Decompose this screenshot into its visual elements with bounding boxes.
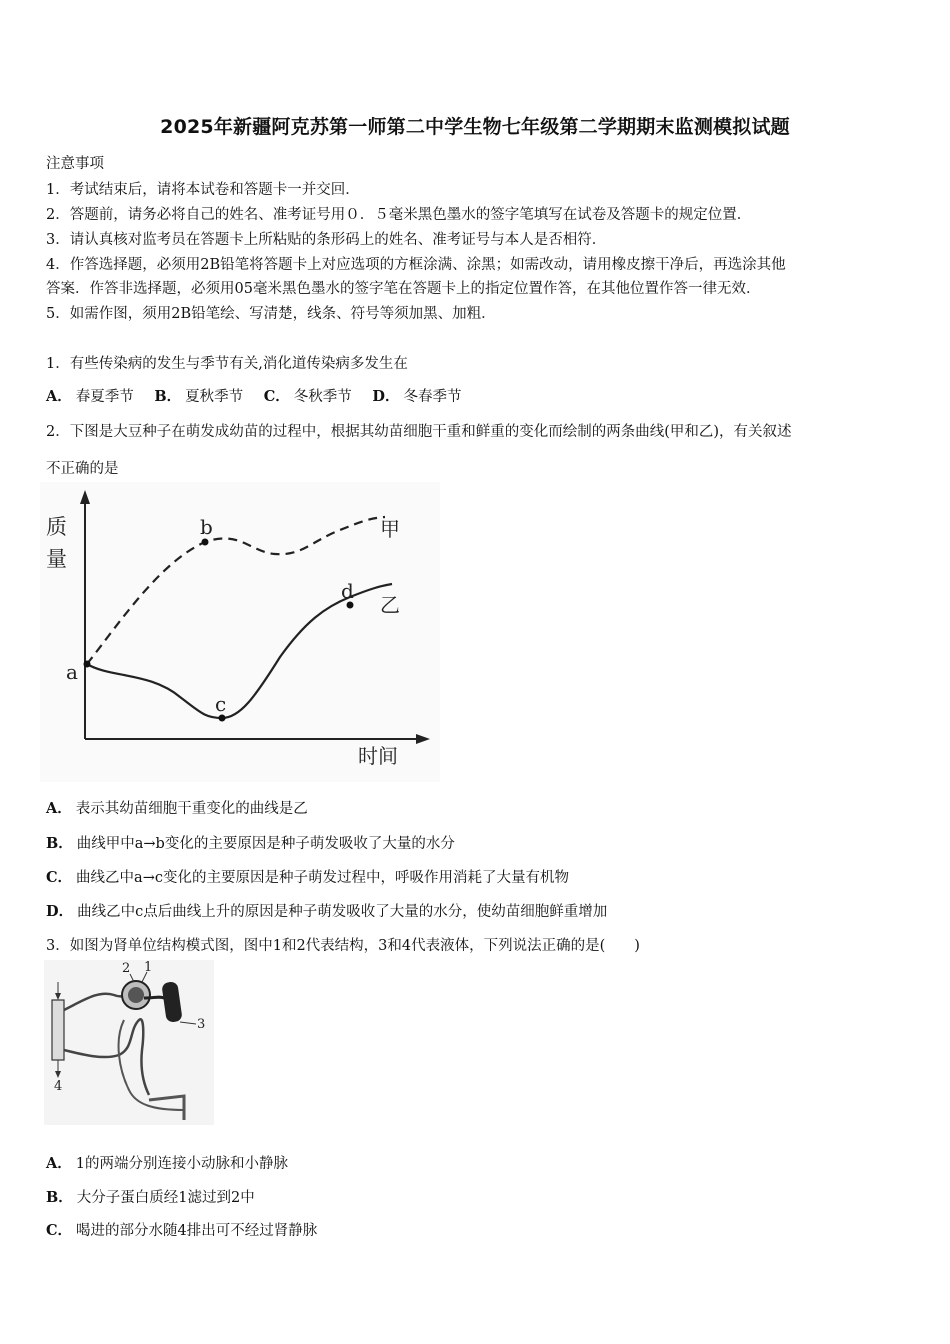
point-d-label: d [341, 579, 354, 603]
question-2-stem-cont: 不正确的是 [46, 461, 119, 477]
question-1-stem: 1．有些传染病的发生与季节有关,消化道传染病多发生在 [46, 356, 408, 372]
q1-option-c: C． 冬秋季节 [263, 388, 352, 405]
point-b-marker [202, 539, 209, 546]
y-axis-label-1: 质 [46, 515, 67, 539]
notice-item: 答案．作答非选择题，必须用05毫米黑色墨水的签字笔在答题卡上的指定位置作答，在其他位置作答一律无效． [46, 281, 761, 297]
afferent-arteriole [144, 997, 164, 998]
q2-option-b: B． 曲线甲中a→b变化的主要原因是种子萌发吸收了大量的水分 [46, 835, 455, 852]
q2-option-a: A． 表示其幼苗细胞干重变化的曲线是乙 [46, 800, 308, 817]
question-3-stem: 3．如图为肾单位结构模式图，图中1和2代表结构，3和4代表液体，下列说法正确的是( ) [46, 938, 640, 954]
nephron-figure [44, 960, 214, 1125]
question-2-stem: 2．下图是大豆种子在萌发成幼苗的过程中，根据其幼苗细胞干重和鲜重的变化而绘制的两条曲线(甲和乙)，有关叙述 [46, 424, 792, 440]
q2-option-c: C． 曲线乙中a→c变化的主要原因是种子萌发过程中，呼吸作用消耗了大量有机物 [46, 869, 569, 886]
notice-item: 2．答题前，请务必将自己的姓名、准考证号用０．５毫米黑色墨水的签字笔填写在试卷及答题卡的规定位置． [46, 207, 752, 223]
label-4: 4 [54, 1079, 63, 1094]
point-b-label: b [200, 515, 213, 539]
label-1: 1 [144, 960, 153, 975]
page-title: 2025年新疆阿克苏第一师第二中学生物七年级第二学期期末监测模拟试题 [160, 116, 790, 138]
label-3: 3 [197, 1017, 206, 1032]
growth-curve-figure [40, 482, 440, 782]
label-2: 2 [122, 961, 131, 976]
notice-item: 1．考试结束后，请将本试卷和答题卡一并交回． [46, 182, 360, 198]
notice-item: 4．作答选择题，必须用2B铅笔将答题卡上对应选项的方框涂满、涂黑；如需改动，请用橡皮擦干净后，再选涂其他 [46, 257, 786, 273]
q1-option-b: B． 夏秋季节 [154, 388, 244, 405]
q2-option-d: D． 曲线乙中c点后曲线上升的原因是种子萌发吸收了大量的水分，使幼苗细胞鲜重增加 [46, 903, 608, 920]
point-a-marker [84, 661, 91, 668]
notice-item: 5．如需作图，须用2B铅笔绘、写清楚，线条、符号等须加黑、加粗． [46, 306, 496, 322]
x-axis-label: 时间 [358, 744, 398, 768]
point-a-label: a [66, 660, 78, 684]
q1-option-a: A． 春夏季节 [46, 388, 134, 405]
q3-option-b: B． 大分子蛋白质经1滤过到2中 [46, 1189, 255, 1206]
point-c-label: c [215, 692, 227, 716]
notice-heading: 注意事项 [46, 156, 104, 172]
curve-jia-label: 甲 [380, 517, 400, 541]
q3-option-c: C． 喝进的部分水随4排出可不经过肾静脉 [46, 1222, 318, 1239]
notice-item: 3．请认真核对监考员在答题卡上所粘贴的条形码上的姓名、准考证号与本人是否相符． [46, 232, 607, 248]
curve-yi-label: 乙 [380, 593, 400, 617]
glomerulus [128, 987, 144, 1003]
collecting-duct [52, 1000, 64, 1060]
q3-option-a: A． 1的两端分别连接小动脉和小静脉 [46, 1155, 288, 1172]
y-axis-label-2: 量 [46, 547, 67, 571]
question-1-options [46, 385, 477, 406]
q1-option-d: D． 冬春季节 [372, 388, 462, 405]
